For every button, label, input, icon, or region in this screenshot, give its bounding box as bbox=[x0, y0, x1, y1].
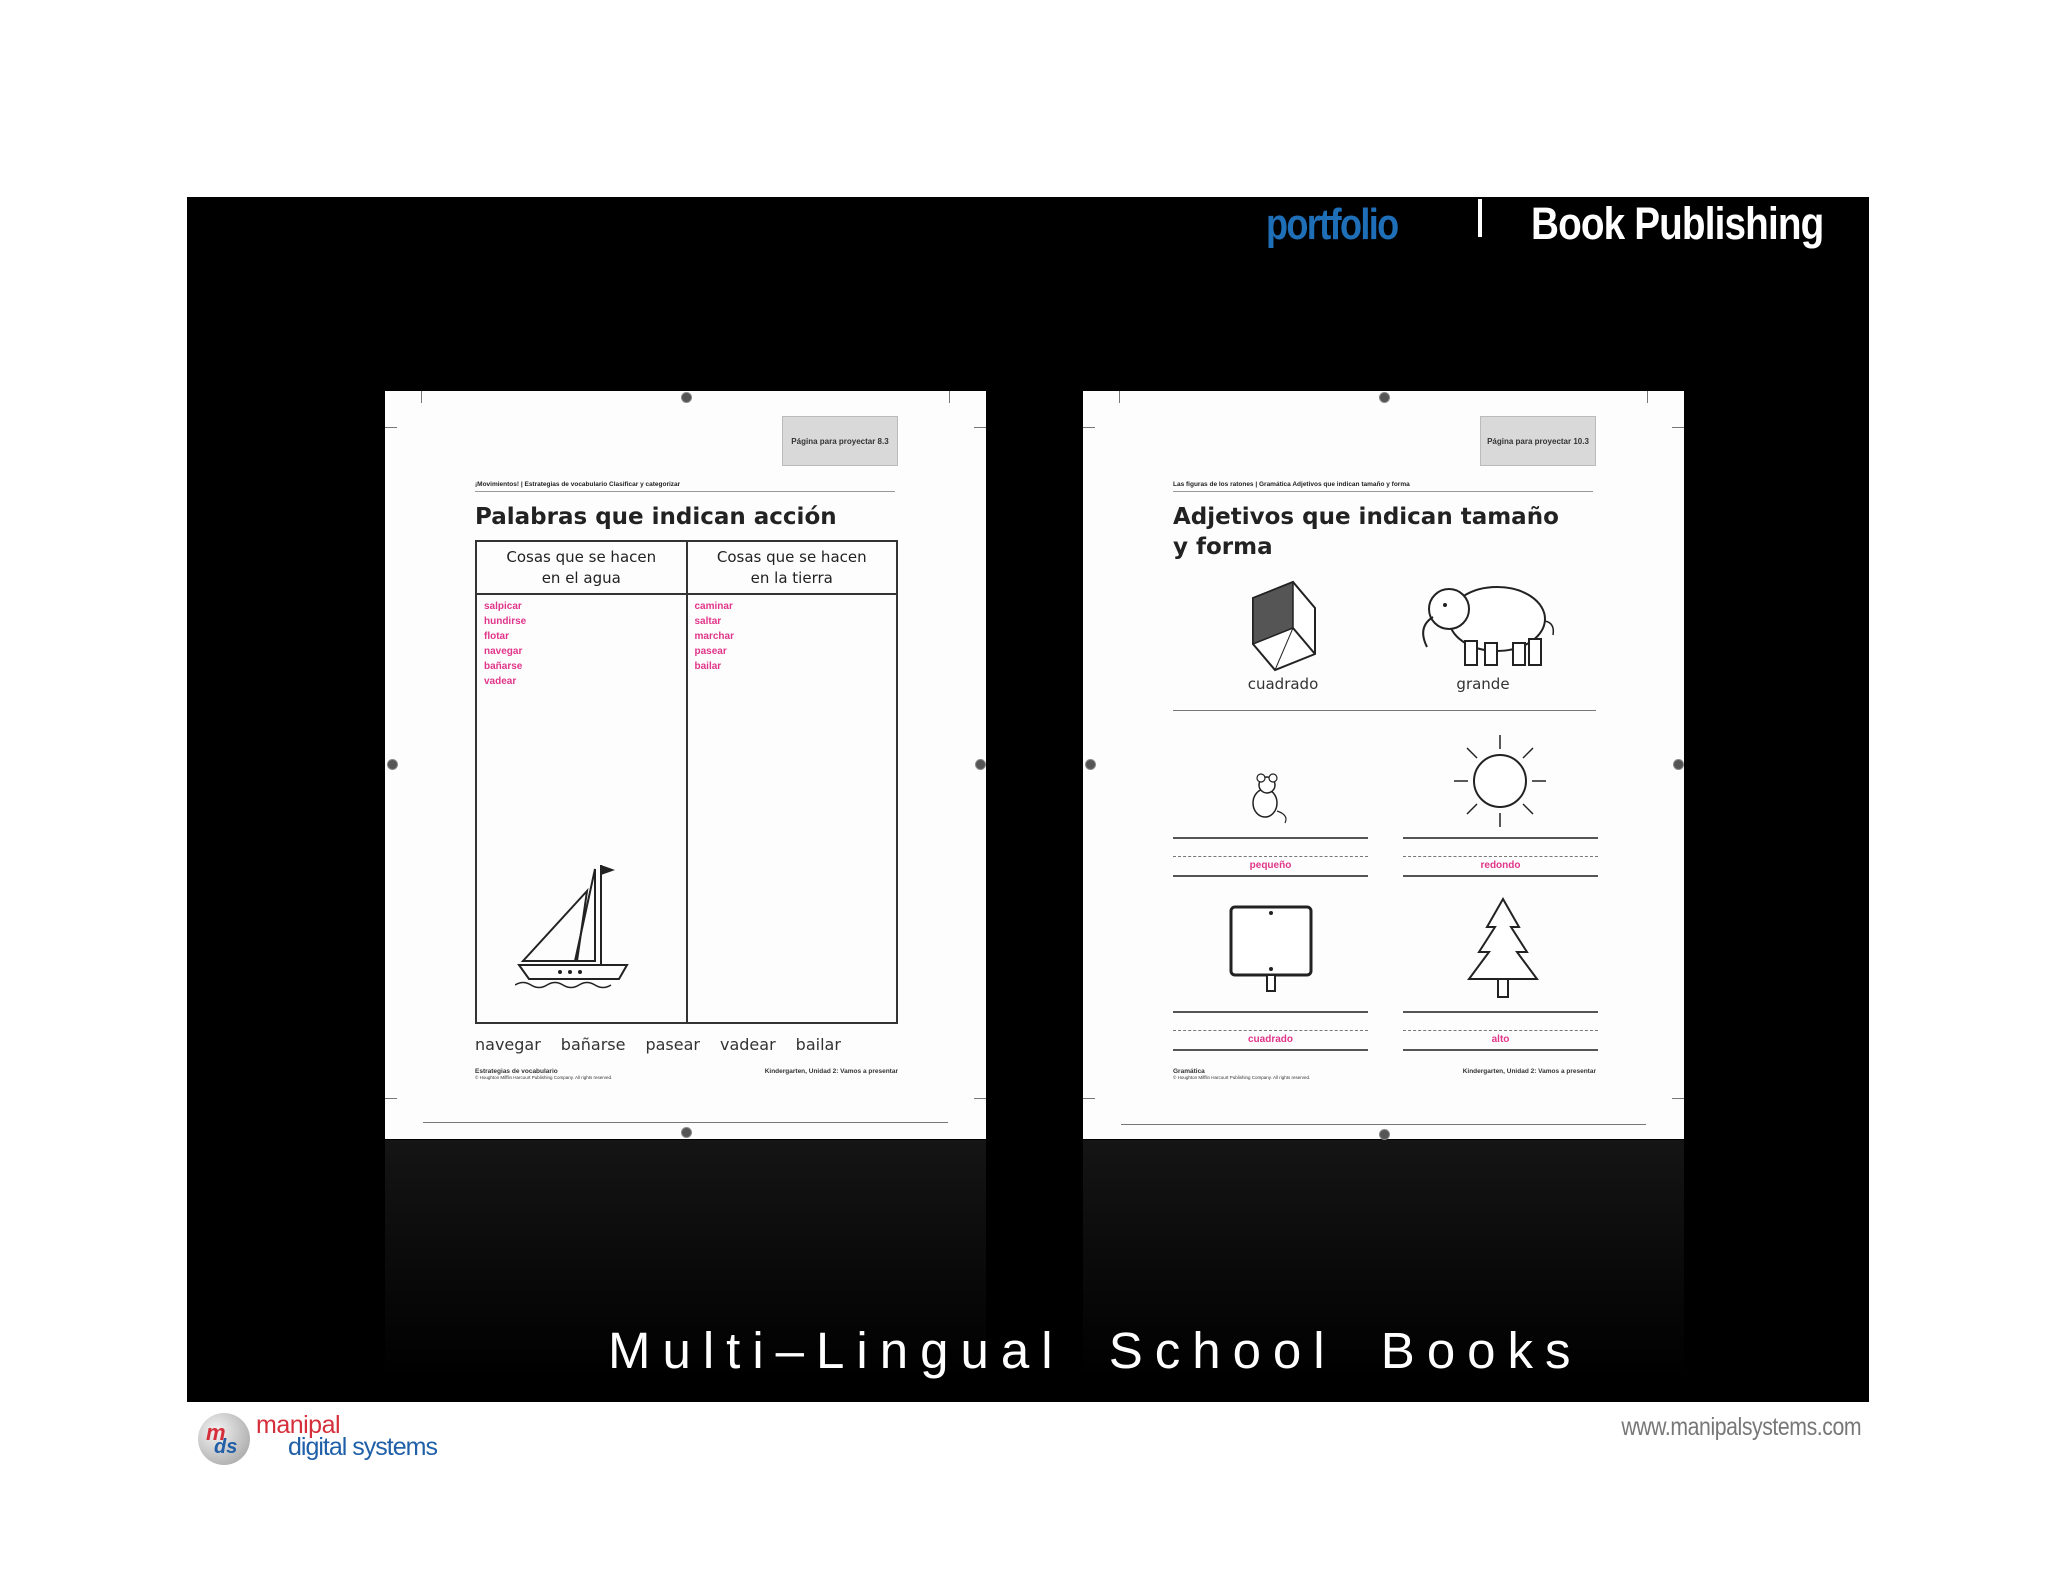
word-bank bbox=[475, 1035, 905, 1054]
answer-word: marchar bbox=[694, 631, 734, 642]
elephant-illustration bbox=[1409, 571, 1559, 671]
crop-mark bbox=[949, 391, 950, 403]
answer-word: salpicar bbox=[484, 601, 522, 612]
example-label: cuadrado bbox=[1247, 675, 1319, 693]
header-divider bbox=[1478, 199, 1482, 237]
word-bank-item: bañarse bbox=[560, 1035, 626, 1054]
column-header-water: Cosas que se hacen en el agua bbox=[476, 541, 687, 594]
tree-illustration bbox=[1463, 897, 1543, 999]
crop-mark bbox=[974, 427, 986, 428]
sign-illustration bbox=[1225, 903, 1320, 993]
website-link[interactable]: www.manipalsystems.com bbox=[1621, 1413, 1861, 1441]
footer-right: Kindergarten, Unidad 2: Vamos a presentar bbox=[764, 1068, 898, 1075]
dashed-guide bbox=[1403, 1030, 1598, 1031]
crop-mark bbox=[1119, 391, 1120, 403]
write-line bbox=[1403, 837, 1598, 839]
company-logo bbox=[198, 1413, 458, 1469]
crop-mark bbox=[1083, 427, 1095, 428]
write-line bbox=[1403, 1049, 1598, 1051]
page-title-line2: y forma bbox=[1173, 534, 1273, 560]
write-line bbox=[1403, 1011, 1598, 1013]
write-line bbox=[1173, 875, 1368, 877]
crop-mark bbox=[974, 1098, 986, 1099]
breadcrumb: ¡Movimientos! | Estrategias de vocabulario Clasificar y categorizar bbox=[475, 481, 895, 492]
word-bank-item: bailar bbox=[795, 1035, 841, 1054]
mouse-illustration bbox=[1243, 771, 1293, 826]
registration-mark bbox=[1379, 392, 1390, 403]
answer-word: caminar bbox=[694, 601, 733, 612]
write-line bbox=[1173, 1049, 1368, 1051]
portfolio-label: portfolio bbox=[1266, 200, 1398, 249]
copyright: © Houghton Mifflin Harcourt Publishing Company. All rights reserved. bbox=[475, 1075, 613, 1080]
registration-mark bbox=[681, 392, 692, 403]
answer-word: flotar bbox=[484, 631, 509, 642]
write-line bbox=[1173, 1011, 1368, 1013]
answer-word: alto bbox=[1491, 1034, 1510, 1045]
crop-mark bbox=[1647, 391, 1648, 403]
page-title: Palabras que indican acción bbox=[475, 504, 837, 530]
footer-left: Estrategias de vocabulario bbox=[475, 1068, 558, 1075]
write-line bbox=[1173, 837, 1368, 839]
answer-word: cuadrado bbox=[1247, 1034, 1293, 1045]
word-bank-item: navegar bbox=[475, 1035, 541, 1054]
printer-slug bbox=[1121, 1124, 1646, 1135]
example-label: grande bbox=[1456, 675, 1510, 693]
word-list-water bbox=[484, 599, 679, 689]
answer-word: redondo bbox=[1480, 860, 1521, 871]
projection-tag: Página para proyectar 10.3 bbox=[1480, 416, 1596, 466]
page-footer bbox=[1173, 1068, 1596, 1080]
word-bank-item: vadear bbox=[720, 1035, 776, 1054]
printer-slug bbox=[423, 1122, 948, 1133]
answer-word: pequeño bbox=[1249, 860, 1292, 871]
logo-text-line1: manipal bbox=[256, 1411, 341, 1439]
box-illustration bbox=[1243, 578, 1323, 673]
answer-word: pasear bbox=[694, 646, 727, 657]
column-land bbox=[687, 594, 898, 1023]
worksheet-page-right bbox=[1083, 391, 1684, 1139]
slide-caption: Multi–Lingual School Books bbox=[608, 1322, 1583, 1379]
logo-badge-icon: m ds bbox=[198, 1413, 250, 1465]
dashed-guide bbox=[1403, 856, 1598, 857]
column-header-land: Cosas que se hacen en la tierra bbox=[687, 541, 898, 594]
dashed-guide bbox=[1173, 1030, 1368, 1031]
word-bank-item: pasear bbox=[645, 1035, 700, 1054]
answer-word: bailar bbox=[694, 661, 722, 672]
footer-left: Gramática bbox=[1173, 1068, 1205, 1075]
crop-mark bbox=[385, 427, 397, 428]
answer-word: bañarse bbox=[484, 661, 523, 672]
dashed-guide bbox=[1173, 856, 1368, 857]
crop-mark bbox=[1083, 1098, 1095, 1099]
crop-mark bbox=[1672, 1098, 1684, 1099]
page-title: Adjetivos que indican tamaño bbox=[1173, 504, 1559, 530]
portfolio-slide bbox=[187, 197, 1869, 1402]
worksheet-page-left bbox=[385, 391, 986, 1139]
registration-mark bbox=[975, 759, 986, 770]
sun-illustration bbox=[1445, 731, 1555, 831]
registration-mark bbox=[1673, 759, 1684, 770]
answer-word: navegar bbox=[484, 646, 523, 657]
crop-mark bbox=[421, 391, 422, 403]
crop-mark bbox=[385, 1098, 397, 1099]
answer-word: hundirse bbox=[484, 616, 527, 627]
divider bbox=[1173, 710, 1596, 711]
logo-text-line2: digital systems bbox=[288, 1433, 437, 1461]
section-title: Book Publishing bbox=[1531, 198, 1824, 249]
write-line bbox=[1403, 875, 1598, 877]
crop-mark bbox=[1672, 427, 1684, 428]
projection-tag: Página para proyectar 8.3 bbox=[782, 416, 898, 466]
footer-right: Kindergarten, Unidad 2: Vamos a presentar bbox=[1462, 1068, 1596, 1075]
sailboat-illustration bbox=[515, 861, 635, 991]
copyright: © Houghton Mifflin Harcourt Publishing Company. All rights reserved. bbox=[1173, 1075, 1311, 1080]
registration-mark bbox=[387, 759, 398, 770]
breadcrumb: Las figuras de los ratones | Gramática Adjetivos que indican tamaño y forma bbox=[1173, 481, 1593, 492]
word-list-land bbox=[695, 599, 890, 674]
page-footer bbox=[475, 1068, 898, 1080]
registration-mark bbox=[1085, 759, 1096, 770]
answer-word: vadear bbox=[484, 676, 517, 687]
answer-word: saltar bbox=[694, 616, 722, 627]
